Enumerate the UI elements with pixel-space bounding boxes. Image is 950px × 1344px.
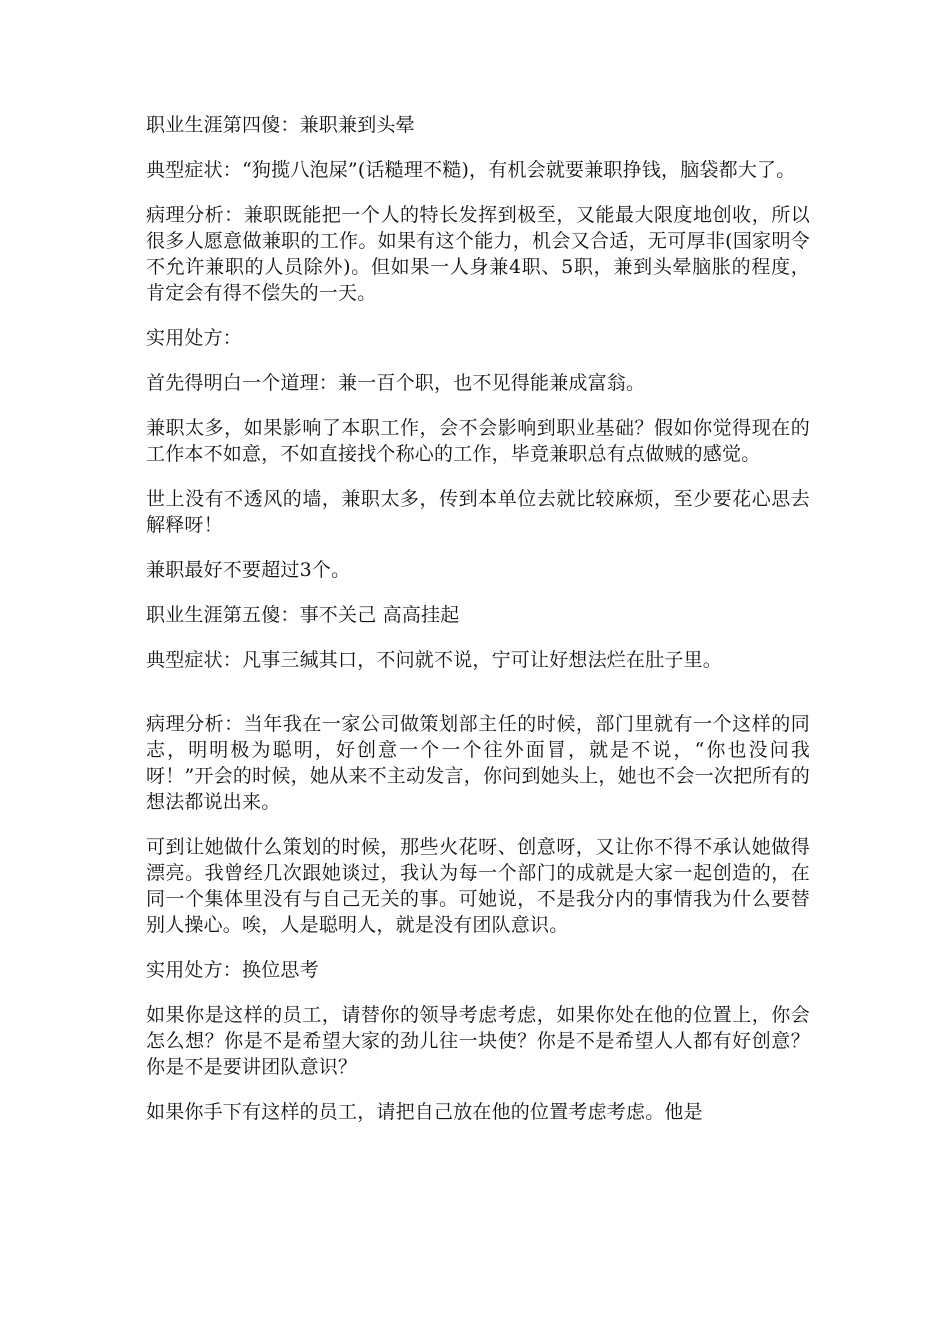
document-body [146, 112, 810, 1144]
paragraph-prescription-4-3: 世上没有不透风的墙，兼职太多，传到本单位去就比较麻烦，至少要花心思去解释呀！ [146, 488, 810, 536]
paragraph-symptom-5: 典型症状：凡事三缄其口，不问就不说，宁可让好想法烂在肚子里。 [146, 649, 723, 671]
paragraph-analysis-5-cont: 可到让她做什么策划的时候，那些火花呀、创意呀，又让你不得不承认她做得漂亮。我曾经几次跟她谈过，我认为每一个部门的成就是大家一起创造的，在同一个集体里没有与自己无关的事。可她说，不是我分内的事情我为什么要替别人操心。唉，人是聪明人，就是没有团队意识。 [146, 836, 810, 936]
section-heading-4: 职业生涯第四傻：兼职兼到头晕 [146, 114, 415, 136]
paragraph-prescription-5-2: 如果你手下有这样的员工，请把自己放在他的位置考虑考虑。他是 [146, 1101, 703, 1123]
paragraph-prescription-label-4: 实用处方： [146, 327, 243, 349]
paragraph-prescription-label-5: 实用处方：换位思考 [146, 959, 319, 981]
paragraph-prescription-5-1: 如果你是这样的员工，请替你的领导考虑考虑，如果你处在他的位置上，你会怎么想？你是不是希望大家的劲儿往一块使？你是不是希望人人都有好创意？你是不是要讲团队意识？ [146, 1004, 810, 1078]
section-heading-5: 职业生涯第五傻：事不关己 高高挂起 [146, 604, 460, 626]
paragraph-prescription-4-2: 兼职太多，如果影响了本职工作，会不会影响到职业基础？假如你觉得现在的工作本不如意，不如直接找个称心的工作，毕竟兼职总有点做贼的感觉。 [146, 417, 810, 465]
paragraph-prescription-4-1: 首先得明白一个道理：兼一百个职，也不见得能兼成富翁。 [146, 372, 646, 394]
paragraph-symptom-4: 典型症状：“狗揽八泡屎”(话糙理不糙)，有机会就要兼职挣钱，脑袋都大了。 [146, 159, 796, 181]
paragraph-analysis-5: 病理分析：当年我在一家公司做策划部主任的时候，部门里就有一个这样的同志，明明极为聪明，好创意一个一个往外面冒，就是不说，“你也没问我呀！”开会的时候，她从来不主动发言，你问到她头上，她也不会一次把所有的想法都说出来。 [146, 713, 810, 813]
paragraph-analysis-4: 病理分析：兼职既能把一个人的特长发挥到极至，又能最大限度地创收，所以很多人愿意做兼职的工作。如果有这个能力，机会又合适，无可厚非(国家明令不允许兼职的人员除外)。但如果一人身兼4职、5职，兼到头晕脑胀的程度，肯定会有得不偿失的一天。 [146, 204, 810, 304]
paragraph-prescription-4-4: 兼职最好不要超过3个。 [146, 559, 351, 581]
